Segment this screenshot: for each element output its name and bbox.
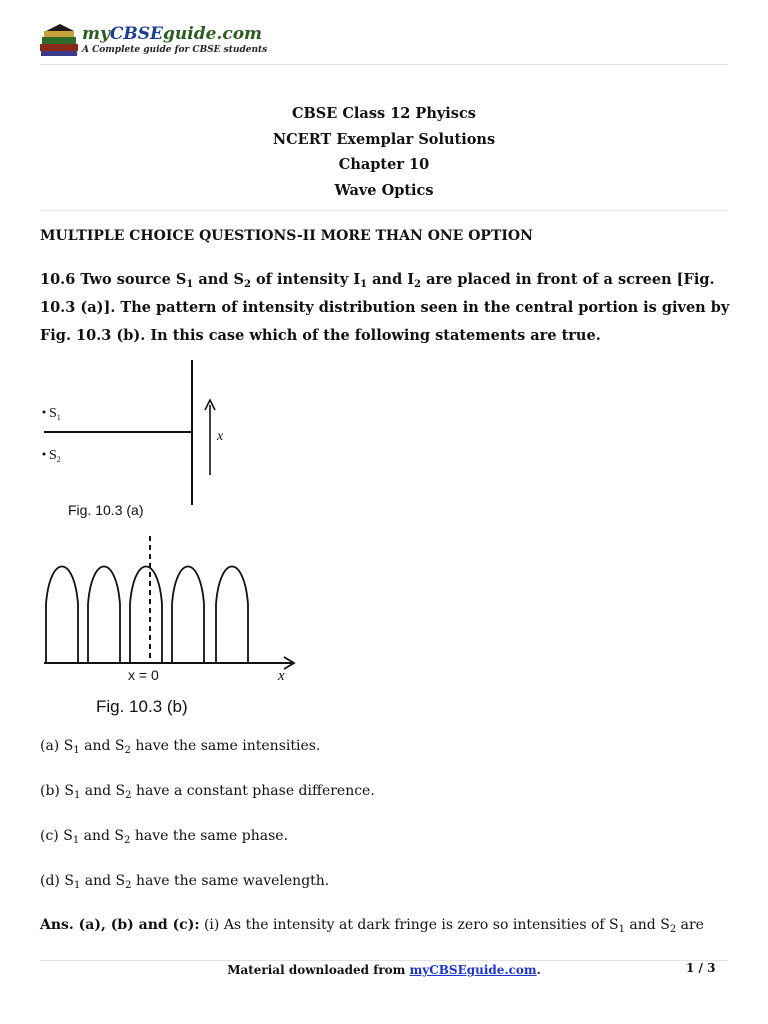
- header-divider: [40, 64, 728, 65]
- logo-tagline: A Complete guide for CBSE students: [82, 45, 268, 55]
- figure-10-3-b: [40, 534, 310, 719]
- source-s1-label: $S_1$: [49, 406, 61, 422]
- page-number: 1 / 3: [686, 961, 716, 975]
- answer-label: Ans. (a), (b) and (c):: [40, 917, 200, 933]
- source-s2-label: $S_2$: [49, 448, 61, 464]
- title-divider: [40, 210, 728, 211]
- section-heading: MULTIPLE CHOICE QUESTIONS-II MORE THAN ONE OPTION: [40, 228, 533, 244]
- logo-brand: myCBSEguide.com: [82, 24, 263, 44]
- axis-x-label: x: [278, 668, 285, 684]
- title-topic: Wave Optics: [334, 181, 434, 199]
- x-zero-label: x = 0: [128, 667, 159, 683]
- footer-link[interactable]: myCBSEguide.com: [409, 963, 537, 977]
- option-b: (b) $S_1$ and $S_2$ have a constant phase difference.: [40, 783, 375, 801]
- option-a: (a) $S_1$ and $S_2$ have the same intensities.: [40, 738, 321, 756]
- figure-10-3-a: [40, 355, 300, 525]
- title-subject: CBSE Class 12 Phyiscs: [292, 105, 476, 122]
- fig-a-caption: Fig. 10.3 (a): [68, 502, 144, 518]
- document-title: [40, 101, 728, 203]
- title-series: NCERT Exemplar Solutions: [272, 130, 496, 148]
- footer-divider: [40, 960, 728, 961]
- logo[interactable]: [82, 26, 267, 55]
- answer-text: Ans. (a), (b) and (c): (i) As the intensity at dark fringe is zero so intensities of $S_1$ and $S_2$ are: [40, 917, 704, 935]
- axis-x-label: x: [217, 429, 224, 444]
- question-text: 10.6 Two source $S_1$ and $S_2$ of intensity $I_1$ and $I_2$ are placed in front of a screen [Fig. 10.3 (a)]. The pattern of intensity distribution seen in the central portion is given by Fig. 10.3 (b). In this case which of the following statements are true.: [40, 271, 730, 344]
- option-c: (c) $S_1$ and $S_2$ have the same phase.: [40, 828, 289, 846]
- title-chapter: Chapter 10: [338, 156, 430, 173]
- footer: Material downloaded from myCBSEguide.com.: [227, 963, 541, 977]
- option-d: (d) $S_1$ and $S_2$ have the same wavelength.: [40, 873, 330, 891]
- fig-b-caption: Fig. 10.3 (b): [96, 697, 188, 716]
